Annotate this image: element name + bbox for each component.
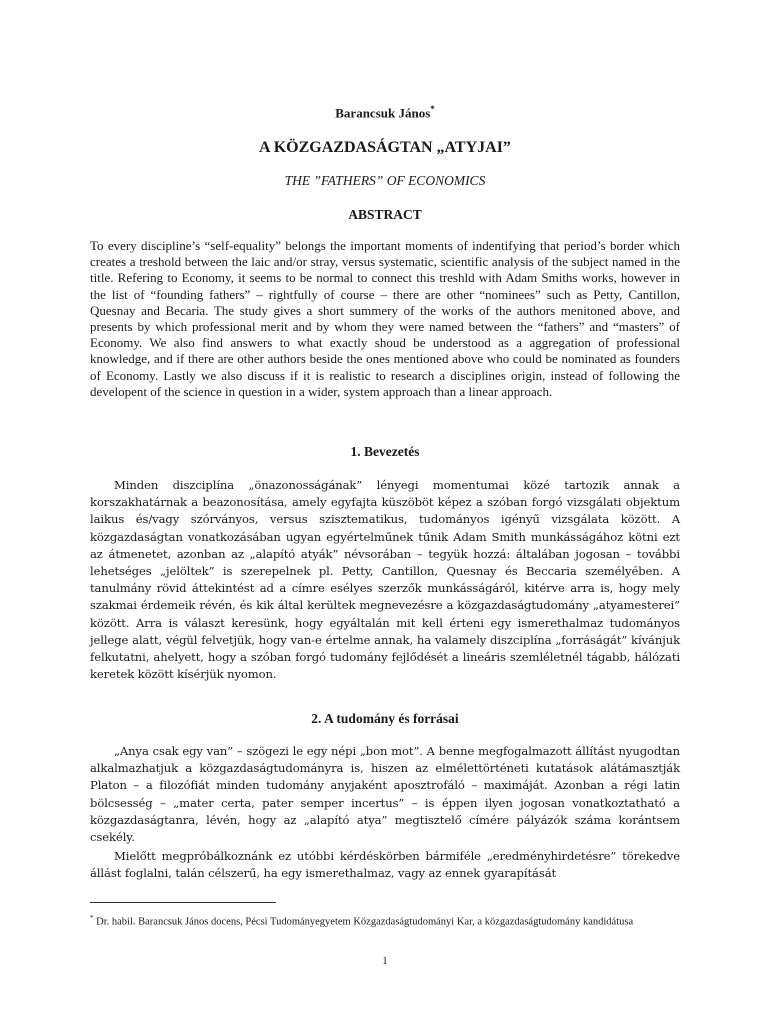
section-1-heading: 1. Bevezetés — [350, 444, 420, 459]
document-page — [90, 0, 680, 1024]
abstract-text: To every discipline’s “self-equality” belongs the important moments of indentifying that period’s border which creates a treshold between the laic and/or stray, versus systematic, scientific analysis of the subject named in the title. Refering to Economy, it seems to be normal to connect this treshld with Adam Smiths works, however in the list of “founding fathers” – rightfully of course – there are other “nominees” such as Petty, Cantillon, Quesnay and Becaria. The study gives a short summery of the works of the authors menitoned above, and presents by which professional merit and by whom they were named between the “fathers” and “masters” of Economy. We also find answers to what exactly shoud be understood as a aggregation of professional knowledge, and if there are other authors beside the ones mentioned above who could be nominated as founders of Economy. Lastly we also discuss if it is realistic to research a disciplines origin, instead of following the developent of the science in question in a wider, system approach than a linear approach. — [90, 238, 680, 399]
author-name — [90, 104, 680, 121]
footnote-divider — [90, 902, 276, 903]
section-2-paragraph-2: Mielőtt megpróbálkoznánk ez utóbbi kérdéskörben bármiféle „eredményhirdetésre” törekedve állást foglalni, talán célszerű, ha egy ismerethalmaz, vagy az ennek gyarapítását — [90, 849, 680, 881]
page-number: 1 — [382, 955, 388, 967]
author-footnote-mark: * — [430, 104, 435, 114]
abstract-heading: ABSTRACT — [348, 207, 422, 222]
footnote-mark: * — [90, 914, 94, 922]
section-2-paragraph-1: „Anya csak egy van” – szögezi le egy népi „bon mot”. A benne megfogalmazott állítást nyugodtan alkalmazhatjuk a közgazdaságtudományra is, hiszen az elmélettörténeti kutatások alátámasztják Platon – a filozófiát minden tudomány anyjaként aposztrofáló – maximáját. Azonban a régi latin bölcsesség – „mater certa, pater semper incertus” – is éppen ilyen jogosan vonatkoztatható a közgazdaságtanra, lévén, hogy az „alapító atya” megtisztelő címére pályázók száma korántsem csekély. — [90, 744, 680, 845]
author-text: Barancsuk János — [335, 105, 431, 121]
footnote-text: Dr. habil. Barancsuk János docens, Pécsi Tudományegyetem Közgazdaságtudományi Kar, a közgazdaságtudomány kandidátusa — [93, 916, 634, 928]
paper-subtitle: THE ”FATHERS” OF ECONOMICS — [284, 173, 486, 188]
paper-title: A KÖZGAZDASÁGTAN „ATYJAI” — [259, 139, 511, 156]
section-2-heading: 2. A tudomány és forrásai — [311, 711, 459, 726]
footnote — [90, 911, 680, 930]
section-1-paragraph-1: Minden diszciplína „önazonosságának” lényegi momentumai közé tartozik annak a korszakhatárnak a beazonosítása, amely egyfajta küszöböt képez a szóban forgó vizsgálati objektum laikus és/vagy szórványos, versus szisztematikus, tudományos igényű vizsgálata között. A közgazdaságtan vonatkozásában ugyan egyértelműnek tűnik Adam Smith munkásságához kötni ezt az átmenetet, azonban az „alapító atyák” névsorában – tegyük hozzá: általában jogosan – további lehetséges „jelöltek” is szerepelnek pl. Petty, Cantillon, Quesnay és Beccaria személyében. A tanulmány rövid áttekintést ad a címre esélyes szerzők munkásságáról, kitérve arra is, hogy mely szakmai érdemeik révén, és kik által kerültek megnevezésre a közgazdaságtudomány „atyamesterei” között. Arra is választ keresünk, hogy egyáltalán mit kell érteni egy ismerethalmaz tudományos jellege alatt, végül felvetjük, hogy van-e értelme annak, ha valamely diszciplína „forráságát” kívánjuk felkutatni, ahelyett, hogy a szóban forgó tudomány fejlődését a lineáris szemléletnél tágabb, hálózati keretek között kísérjük nyomon. — [90, 478, 680, 682]
